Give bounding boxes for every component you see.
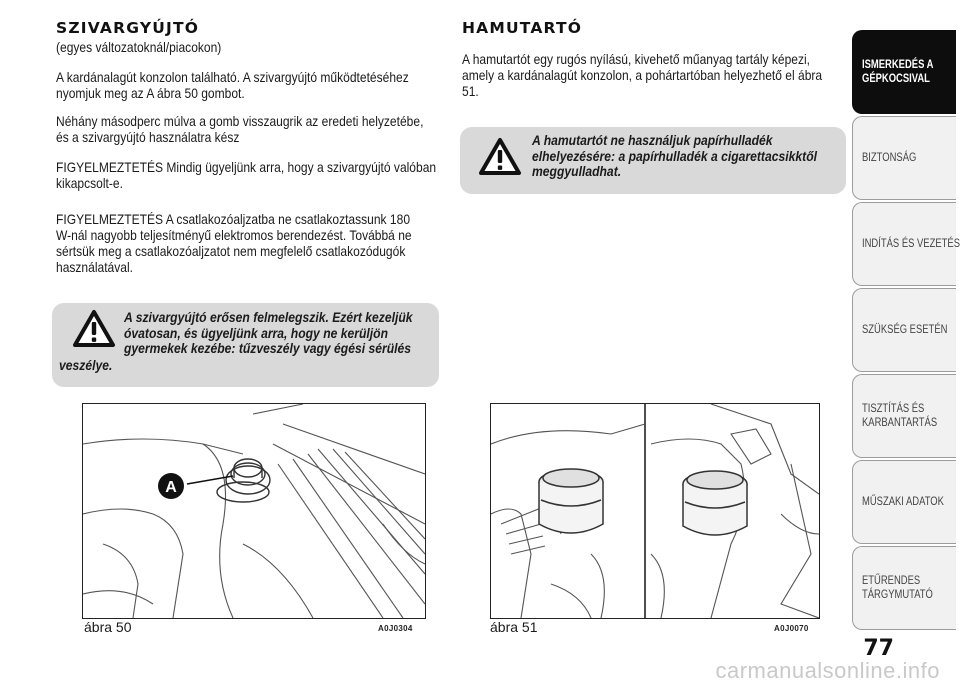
warning-triangle-icon	[478, 137, 522, 177]
tab-label-line: KARBANTARTÁS	[862, 417, 938, 429]
paragraph-line: Néhány másodperc múlva a gomb visszaugrik az eredeti helyzetébe,	[56, 113, 424, 129]
warning-line: A szivargyújtó erősen felmelegszik. Ezért kezeljük	[124, 310, 413, 325]
warning-triangle-icon	[72, 309, 116, 349]
paragraph-2	[56, 113, 423, 145]
paragraph-3	[56, 159, 436, 191]
tab-label-line: MŰSZAKI ADATOK	[862, 496, 944, 508]
warning-line: gyermekek kezébe: tűzveszély vagy égési sérülés	[124, 341, 412, 356]
paragraph-line: és a szivargyújtó használatra kész	[56, 129, 240, 145]
section-title-ashtray: HAMUTARTÓ	[462, 19, 583, 37]
tab-label-line: ISMERKEDÉS A	[862, 59, 934, 71]
paragraph-line: FIGYELMEZTETÉS A csatlakozóaljzatba ne csatlakoztassunk 180	[56, 211, 411, 227]
ashtray-illustration	[491, 404, 819, 618]
warning-text	[532, 133, 817, 180]
tab-starting-and-driving[interactable]	[852, 202, 960, 286]
paragraph-line: használatával.	[56, 259, 133, 275]
watermark: carmanualsonline.info	[715, 658, 940, 683]
tab-getting-to-know-car[interactable]	[852, 30, 956, 114]
tab-label	[862, 495, 944, 509]
paragraph-line: sértsük meg a csatlakozóaljzatot nem megfelelő csatlakozódugók	[56, 243, 406, 259]
paragraph-line: FIGYELMEZTETÉS Mindig ügyeljünk arra, hogy a szivargyújtó valóban	[56, 159, 437, 175]
figure-51-code: A0J0070	[774, 624, 809, 633]
paragraph-line: W-nál nagyobb teljesítményű elektromos berendezést. Továbbá ne	[56, 227, 412, 243]
figure-50-cigar-lighter	[82, 403, 426, 619]
figure-51-caption: ábra 51	[490, 619, 538, 635]
callout-a-label: A	[165, 479, 177, 496]
page-number: 77	[863, 636, 894, 661]
tab-label-line: TISZTÍTÁS ÉS	[862, 403, 925, 415]
warning-line: meggyulladhat.	[532, 164, 622, 179]
tab-cleaning-maintenance[interactable]	[852, 374, 956, 458]
warning-box-cigar-lighter	[52, 303, 439, 387]
tab-label-line: TÁRGYMUTATÓ	[862, 589, 933, 601]
paragraph-1	[56, 69, 409, 101]
tab-label-line: INDÍTÁS ÉS VEZETÉS	[862, 238, 960, 250]
paragraph-line: A kardánalagút konzolon található. A szivargyújtó működtetéséhez	[56, 69, 409, 85]
warning-box-ashtray	[460, 127, 846, 194]
tab-label	[862, 402, 937, 430]
paragraph-line: A hamutartót egy rugós nyílású, kivehető műanyag tartály képezi,	[462, 51, 811, 67]
section-subtitle: (egyes változatoknál/piacokon)	[56, 39, 222, 55]
tab-label-line: GÉPKOCSIVAL	[862, 73, 930, 85]
tab-emergency[interactable]	[852, 288, 956, 372]
tab-label	[862, 151, 916, 165]
tab-label	[862, 237, 960, 251]
tab-label-line: BIZTONSÁG	[862, 152, 917, 164]
tab-label-line: ETŰRENDES	[862, 575, 921, 587]
paragraph-4	[56, 211, 412, 275]
paragraph-line: kikapcsolt-e.	[56, 175, 123, 191]
warning-text-last	[59, 358, 112, 374]
tab-safety[interactable]	[852, 116, 956, 200]
tab-label	[862, 323, 947, 337]
warning-text	[124, 310, 413, 357]
warning-line: elhelyezésére: a papírhulladék a cigarettacsikktől	[532, 148, 817, 164]
tab-label	[862, 58, 933, 86]
tab-label-line: SZÜKSÉG ESETÉN	[862, 324, 948, 336]
figure-50-caption: ábra 50	[84, 619, 132, 635]
warning-line: veszélye.	[59, 358, 113, 373]
tab-label	[862, 574, 933, 602]
tab-index[interactable]	[852, 546, 956, 630]
paragraph-line: amely a kardánalagút konzolon, a pohártartóban helyezhető el ábra	[462, 67, 823, 83]
paragraph-line: 51.	[462, 83, 479, 99]
warning-line: óvatosan, és ügyeljünk arra, hogy ne kerüljön	[124, 325, 389, 341]
ashtray-paragraph	[462, 51, 822, 99]
section-title-cigar-lighter: SZIVARGYÚJTÓ	[56, 19, 200, 37]
warning-line: A hamutartót ne használjuk papírhulladék	[532, 133, 773, 148]
figure-50-code: A0J0304	[378, 624, 413, 633]
figure-51-ashtray	[490, 403, 820, 619]
paragraph-line: nyomjuk meg az A ábra 50 gombot.	[56, 85, 245, 101]
tab-technical-data[interactable]	[852, 460, 956, 544]
cigar-lighter-illustration	[83, 404, 425, 618]
